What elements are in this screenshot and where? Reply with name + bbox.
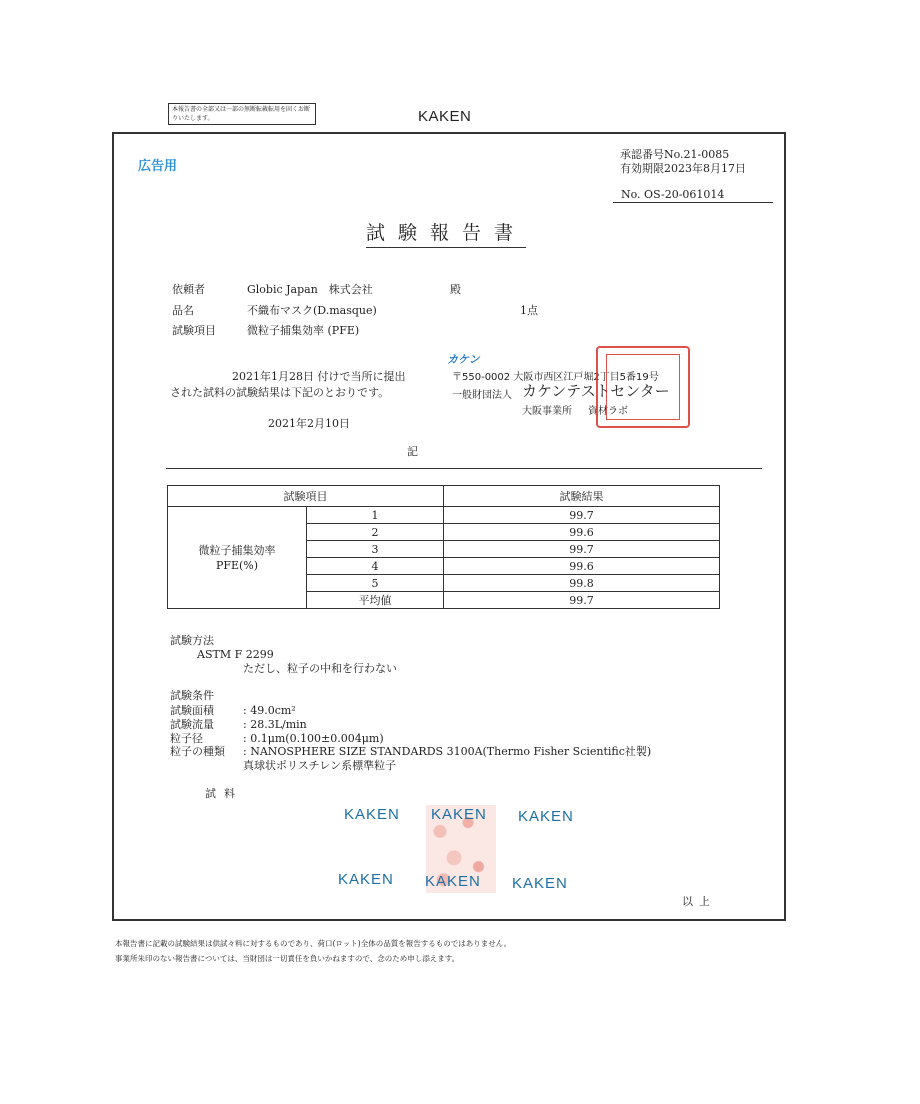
page-title: 試験報告書 [366, 218, 526, 248]
footer-line-2: 事業所朱印のない報告書については、当財団は一切責任を負いかねますので、念のため申し添えます。 [115, 954, 460, 963]
end-mark: 以上 [682, 895, 716, 908]
intro-line-1: 2021年1月28日 付けで当所に提出 [232, 370, 406, 383]
area-label: 試験面積 [170, 704, 214, 717]
average-value: 99.7 [444, 592, 720, 609]
approval-number: 承認番号No.21-0085 [620, 148, 730, 161]
requester-value: Globic Japan 株式会社 [247, 283, 373, 296]
size-value: : 0.1μm(0.100±0.004μm) [243, 732, 384, 745]
ki-mark: 記 [407, 445, 418, 458]
table-row [168, 507, 720, 524]
ad-label: 広告用 [138, 159, 178, 174]
report-date: 2021年2月10日 [268, 417, 350, 430]
sample-heading: 試料 [205, 787, 243, 800]
trial-number: 1 [307, 507, 444, 524]
brand-header: KAKEN [418, 108, 472, 125]
method-note: ただし、粒子の中和を行わない [243, 662, 397, 675]
seal-stamp [596, 346, 690, 428]
intro-line-2: された試料の試験結果は下記のとおりです。 [170, 386, 390, 399]
honorific: 殿 [450, 283, 461, 296]
test-item-value: 微粒子捕集効率 (PFE) [247, 324, 360, 337]
issuer-org-prefix: 一般財団法人 [452, 390, 512, 401]
sample-tile: KAKEN [518, 808, 574, 825]
valid-until: 有効期限2023年8月17日 [620, 162, 746, 175]
flow-value: : 28.3L/min [243, 718, 307, 731]
type-label: 粒子の種類 [170, 745, 225, 758]
conditions-heading: 試験条件 [170, 689, 214, 702]
average-label: 平均値 [307, 592, 444, 609]
sample-tile: KAKEN [431, 806, 487, 823]
method-heading: 試験方法 [170, 634, 214, 647]
trial-value: 99.8 [444, 575, 720, 592]
trial-value: 99.7 [444, 507, 720, 524]
flow-label: 試験流量 [170, 718, 214, 731]
trial-value: 99.6 [444, 558, 720, 575]
sample-tile: KAKEN [344, 806, 400, 823]
trial-number: 4 [307, 558, 444, 575]
quantity: 1点 [520, 304, 538, 317]
column-header-item: 試験項目 [168, 486, 444, 507]
results-table [167, 485, 720, 609]
product-value: 不織布マスク(D.masque) [247, 304, 377, 317]
reprint-notice: 本報告書の全部又は一部の無断転載転用を固くお断りいたします。 [168, 103, 316, 125]
trial-number: 5 [307, 575, 444, 592]
trial-number: 3 [307, 541, 444, 558]
item-name-cell [168, 507, 307, 609]
size-label: 粒子径 [170, 732, 203, 745]
method-standard: ASTM F 2299 [197, 648, 274, 661]
issuer-lab: 資材ラボ [588, 406, 628, 417]
item-name-line-2: PFE(%) [215, 558, 259, 572]
footer-line-1: 本報告書に記載の試験結果は供試々料に対するものであり、荷口(ロット)全体の品質を報告するものではありません。 [115, 939, 512, 948]
sample-tile: KAKEN [425, 873, 481, 890]
trial-number: 2 [307, 524, 444, 541]
type-note: 真球状ポリスチレン系標準粒子 [243, 759, 397, 772]
sample-tile: KAKEN [338, 871, 394, 888]
kaken-logo: カケン [447, 353, 480, 366]
sample-tile: KAKEN [512, 875, 568, 892]
requester-label: 依頼者 [172, 283, 205, 296]
trial-value: 99.6 [444, 524, 720, 541]
issuer-org-name: カケンテストセンター [522, 382, 670, 400]
area-value: : 49.0cm² [243, 704, 296, 717]
type-value: : NANOSPHERE SIZE STANDARDS 3100A(Thermo Fisher Scientific社製) [243, 745, 652, 758]
product-label: 品名 [172, 304, 194, 317]
issuer-branch: 大阪事業所 [522, 406, 572, 417]
issuer-address: 〒550-0002 大阪市西区江戸堀2丁目5番19号 [452, 372, 659, 383]
trial-value: 99.7 [444, 541, 720, 558]
item-name-line-1: 微粒子捕集効率 [198, 543, 276, 557]
column-header-result: 試験結果 [444, 486, 720, 507]
test-item-label: 試験項目 [172, 324, 216, 337]
report-number: No. OS-20-061014 [613, 188, 773, 203]
divider [166, 468, 762, 469]
